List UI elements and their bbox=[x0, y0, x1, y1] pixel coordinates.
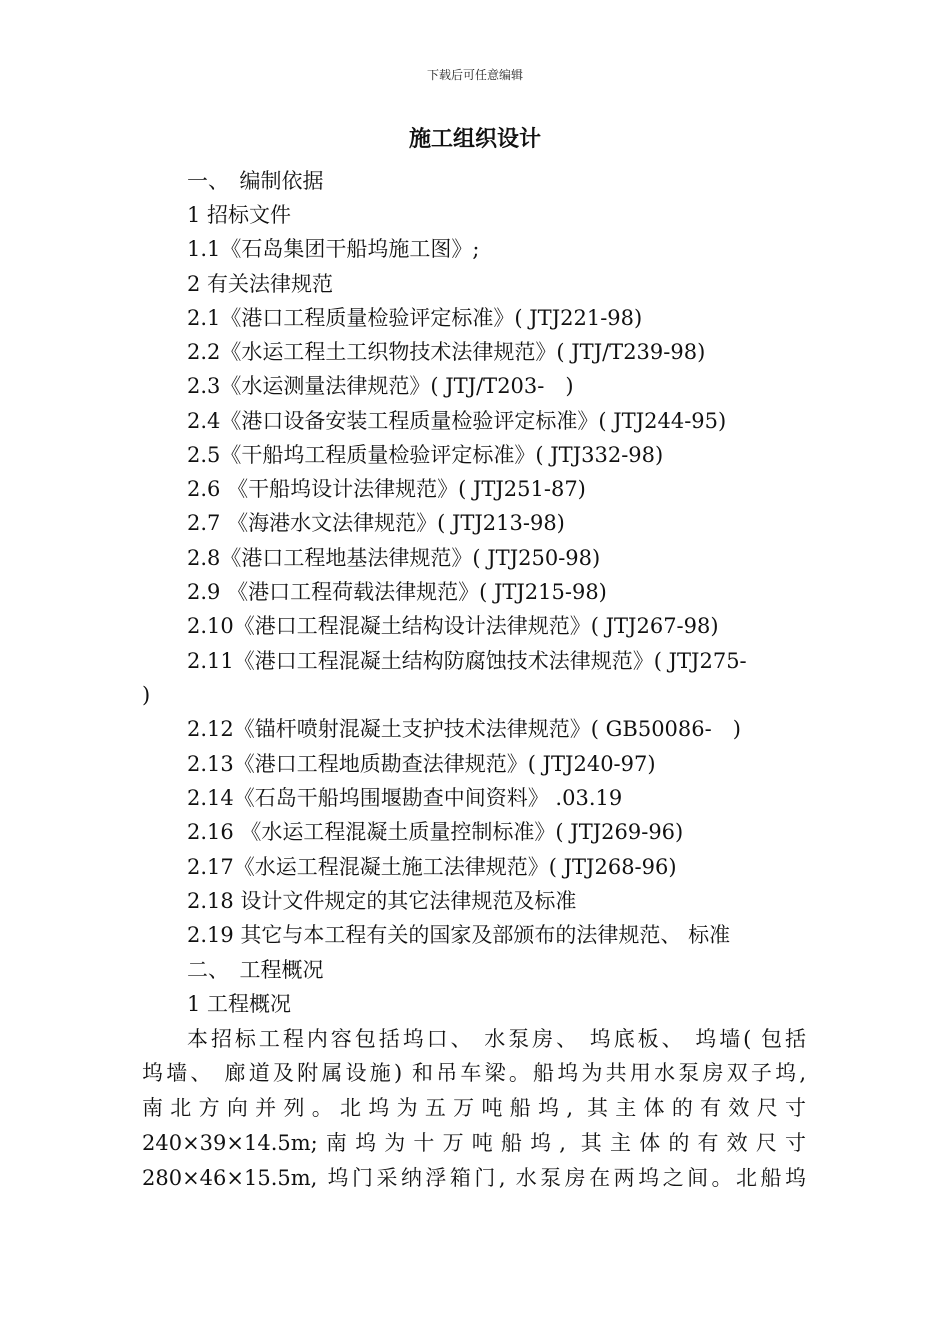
list-item: 2.14《石岛干船坞围堰勘查中间资料》 .03.19 bbox=[187, 786, 623, 810]
list-item-continuation: ) bbox=[142, 683, 151, 707]
list-item: 2.19 其它与本工程有关的国家及部颁布的法律规范、 标准 bbox=[187, 923, 731, 947]
subsection-heading: 1 工程概况 bbox=[187, 992, 292, 1016]
list-item: 2.5《干船坞工程质量检验评定标准》( JTJ332-98) bbox=[187, 443, 664, 467]
list-item: 2.12《锚杆喷射混凝土支护技术法律规范》( GB50086- ) bbox=[187, 717, 741, 741]
list-item: 2.7 《海港水文法律规范》( JTJ213-98) bbox=[187, 511, 565, 535]
list-item: 2 有关法律规范 bbox=[187, 272, 334, 296]
paragraph-line: 本招标工程内容包括坞口、 水泵房、 坞底板、 坞墙( 包括 bbox=[187, 1027, 806, 1051]
section-heading-basis: 一、 编制依据 bbox=[187, 169, 324, 193]
paragraph-line: 280×46×15.5m, 坞门采纳浮箱门, 水泵房在两坞之间。北船坞 bbox=[142, 1166, 806, 1190]
paragraph-line: 240×39×14.5m;南坞为十万吨船坞, 其主体的有效尺寸 bbox=[142, 1131, 806, 1155]
header-note: 下载后可任意编辑 bbox=[426, 68, 523, 82]
list-item: 2.2《水运工程土工织物技术法律规范》( JTJ/T239-98) bbox=[187, 340, 706, 364]
list-item: 2.1《港口工程质量检验评定标准》( JTJ221-98) bbox=[187, 306, 643, 330]
section-heading-overview: 二、 工程概况 bbox=[187, 958, 324, 982]
list-item: 2.4《港口设备安装工程质量检验评定标准》( JTJ244-95) bbox=[187, 409, 727, 433]
list-item: 2.3《水运测量法律规范》( JTJ/T203- ) bbox=[187, 374, 574, 398]
list-item: 2.8《港口工程地基法律规范》( JTJ250-98) bbox=[187, 546, 601, 570]
document-title: 施工组织设计 bbox=[408, 126, 541, 152]
list-item: 2.6 《干船坞设计法律规范》( JTJ251-87) bbox=[187, 477, 586, 501]
list-item: 2.18 设计文件规定的其它法律规范及标准 bbox=[187, 889, 577, 913]
paragraph-line: 坞墙、 廊道及附属设施) 和吊车梁。船坞为共用水泵房双子坞, bbox=[142, 1061, 806, 1085]
list-item: 2.13《港口工程地质勘查法律规范》( JTJ240-97) bbox=[187, 752, 656, 776]
list-item: 2.16 《水运工程混凝土质量控制标准》( JTJ269-96) bbox=[187, 820, 684, 844]
list-item: 2.11《港口工程混凝土结构防腐蚀技术法律规范》( JTJ275- bbox=[187, 649, 747, 673]
list-item: 2.17《水运工程混凝土施工法律规范》( JTJ268-96) bbox=[187, 855, 677, 879]
list-item: 1 招标文件 bbox=[187, 203, 292, 227]
paragraph-line: 南北方向并列。北坞为五万吨船坞, 其主体的有效尺寸 bbox=[142, 1096, 806, 1120]
list-item: 1.1《石岛集团干船坞施工图》; bbox=[187, 237, 480, 261]
list-item: 2.9 《港口工程荷载法律规范》( JTJ215-98) bbox=[187, 580, 607, 604]
list-item: 2.10《港口工程混凝土结构设计法律规范》( JTJ267-98) bbox=[187, 614, 719, 638]
